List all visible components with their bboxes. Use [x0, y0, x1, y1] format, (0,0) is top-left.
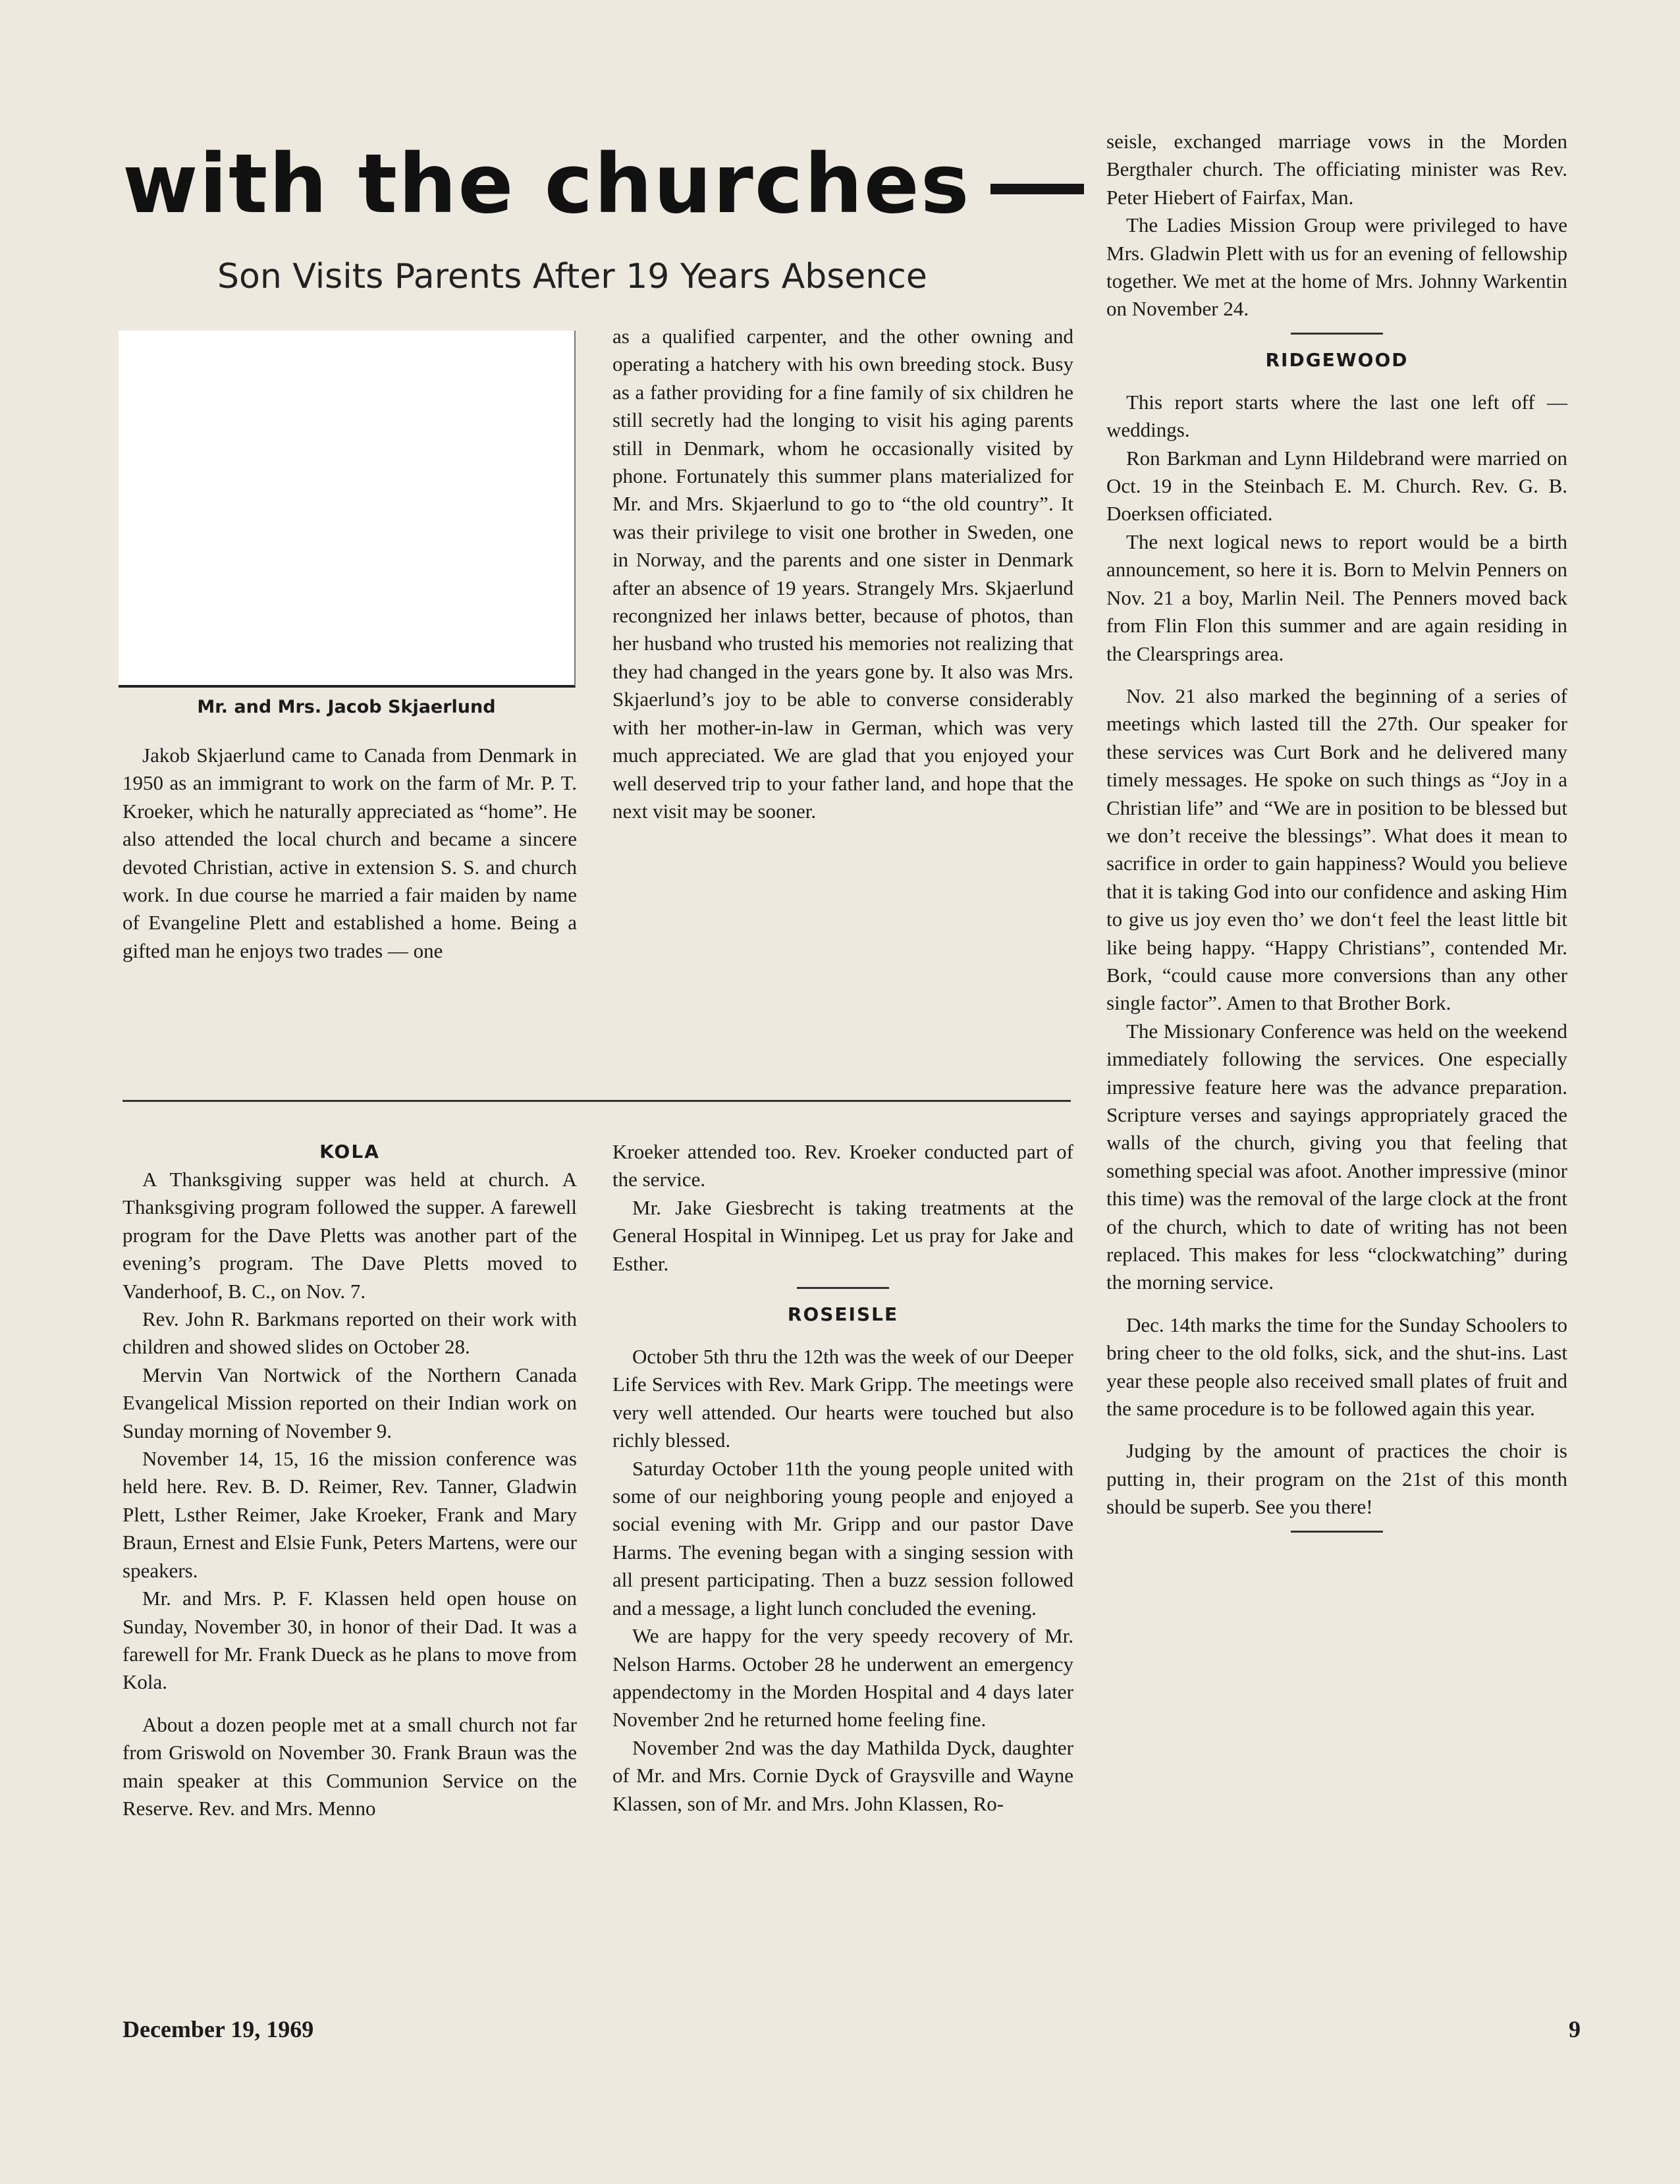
paragraph: Mr. and Mrs. P. F. Klassen held open house on Sunday, November 30, in honor of their Dad. It was a farewell for Mr. Frank Dueck as he plans to move from Kola. [122, 1587, 577, 1694]
paragraph: The Ladies Mission Group were privileged to have Mrs. Gladwin Plett with us for an evening of fellowship together. We met at the home of Mrs. Johnny Warkentin on November 24. [1106, 213, 1567, 321]
section-heading-ridgewood: RIDGEWOOD [1265, 348, 1409, 371]
paragraph: Saturday October 11th the young people united with some of our neighboring young people and enjoyed a social evening with Mr. Gripp and our pastor Dave Harms. The evening began with a singing session with all present participating. Then a buzz session followed and a message, a light lunch concluded the evening. [612, 1456, 1073, 1620]
kola-column [122, 1138, 577, 1822]
paragraph: Jakob Skjaerlund came to Canada from Denmark in 1950 as an immigrant to work on the farm of Mr. P. T. Kroeker, which he naturally appreciated as “home”. He also attended the local church and became a sincere devoted Christian, active in extension S. S. and church work. In due course he married a fair maiden by name of Evangeline Plett and established a home. Being a gifted man he enjoys two trades — one [122, 744, 577, 962]
masthead-rule [990, 184, 1084, 194]
photo-caption: Mr. and Mrs. Jacob Skjaerlund [197, 697, 496, 717]
page-number: 9 [1569, 2016, 1581, 2042]
paragraph: We are happy for the very speedy recovery of Mr. Nelson Harms. October 28 he underwent an emergency appendectomy in the Morden Hospital and 4 days later November 2nd he returned home feeling fine. [612, 1624, 1073, 1732]
section-rule [1291, 1531, 1383, 1533]
paragraph: Rev. John R. Barkmans reported on their work with children and showed slides on October 28. [122, 1307, 577, 1359]
masthead-title: with the churches [122, 137, 971, 232]
feature-photo [119, 331, 576, 688]
section-divider [122, 1100, 1071, 1102]
section-heading-kola: KOLA [319, 1141, 380, 1162]
paragraph: The next logical news to report would be a birth announcement, so here it is. Born to Melvin Penners on Nov. 21 a boy, Marlin Neil. The Penners moved back from Flin Flon this summer and are again residing in the Clearsprings area. [1106, 530, 1567, 665]
masthead [122, 137, 1084, 232]
paragraph: Kroeker attended too. Rev. Kroeker conducted part of the service. [612, 1140, 1073, 1191]
paragraph: Nov. 21 also marked the beginning of a series of meetings which lasted till the 27th. Our speaker for these services was Curt Bork and he delivered many timely messages. He spoke on such things as “Joy in a Christian life” and “We are in position to be blessed but we don’t receive the blessings”. What does it mean to sacrifice in order to gain happiness? Would you believe that it is taking God into our confidence and asking Him to give us joy even tho’ we don‘t feel the least little bit like being happy. “Happy Christians”, contended Mr. Bork, “could cause more conversions than any other single factor”. Amen to that Brother Bork. [1106, 684, 1567, 1015]
paragraph: as a qualified carpenter, and the other owning and operating a hatchery with his own breeding stock. Busy as a father providing for a fine family of six children he still secretly had the longing to visit his aging parents still in Denmark, whom he occasionally visited by phone. Fortunately this summer plans materialized for Mr. and Mrs. Skjaerlund to go to “the old country”. It was their privilege to visit one brother in Sweden, one in Norway, and the parents and one sister in Denmark after an absence of 19 years. Strangely Mrs. Skjaerlund recongnized her inlaws better, because of photos, than her husband who trusted his memories not realizing that they had changed in the years gone by. It also was Mrs. Skjaerlund’s joy to be able to converse considerably with her mother-in-law in German, which was very much appreciated. We are glad that you enjoyed your well deserved trip to your father land, and hope that the next visit may be sooner. [612, 325, 1073, 823]
paragraph: Ron Barkman and Lynn Hildebrand were married on Oct. 19 in the Steinbach E. M. Church. Rev. G. B. Doerksen officiated. [1106, 446, 1567, 526]
section-heading-roseisle: ROSEISLE [787, 1303, 899, 1326]
roseisle-column [612, 1138, 1073, 1818]
paragraph: About a dozen people met at a small church not far from Griswold on November 30. Frank Braun was the main speaker at this Communion Service on the Reserve. Rev. and Mrs. Menno [122, 1712, 577, 1820]
feature-headline: Son Visits Parents After 19 Years Absence [217, 257, 927, 296]
section-rule [1291, 333, 1383, 335]
paragraph: November 2nd was the day Mathilda Dyck, daughter of Mr. and Mrs. Cornie Dyck of Graysville and Wayne Klassen, son of Mr. and Mrs. John Klassen, Ro- [612, 1735, 1073, 1815]
paragraph: Mervin Van Nortwick of the Northern Canada Evangelical Mission reported on their Indian work on Sunday morning of November 9. [122, 1363, 577, 1442]
feature-column-left [122, 742, 577, 965]
paragraph: Dec. 14th marks the time for the Sunday Schoolers to bring cheer to the old folks, sick, and the shut-ins. Last year these people also received small plates of fruit and the same procedure is to be followed again this year. [1106, 1313, 1567, 1421]
paragraph: Judging by the amount of practices the choir is putting in, their program on the 21st of this month should be superb. See you there! [1106, 1439, 1567, 1519]
paragraph: A Thanksgiving supper was held at church. A Thanksgiving program followed the supper. A farewell program for the Dave Pletts was another part of the evening’s program. The Dave Pletts moved to Vanderhoof, B. C., on Nov. 7. [122, 1168, 577, 1303]
feature-column-middle [612, 323, 1073, 825]
issue-date: December 19, 1969 [122, 2016, 314, 2042]
paragraph: November 14, 15, 16 the mission conference was held here. Rev. B. D. Reimer, Rev. Tanner, Gladwin Plett, Lsther Reimer, Jake Kroeker, Frank and Mary Braun, Ernest and Elsie Funk, Peters Martens, were our speakers. [122, 1447, 577, 1582]
paragraph: The Missionary Conference was held on the weekend immediately following the services. One especially impressive feature here was the advance preparation. Scripture verses and sayings appropriately graced the walls of the church, giving you that feeling that something special was afoot. Another impressive (minor this time) was the removal of the large clock at the front of the church, which to date of writing has not been replaced. This makes for less “clockwatching” during the morning service. [1106, 1019, 1567, 1294]
paragraph: This report starts where the last one left off — weddings. [1106, 390, 1567, 442]
paragraph: October 5th thru the 12th was the week of our Deeper Life Services with Rev. Mark Gripp. The meetings were very well attended. Our hearts were touched but also richly blessed. [612, 1345, 1073, 1452]
right-column [1106, 128, 1567, 1544]
paragraph: Mr. Jake Giesbrecht is taking treatments at the General Hospital in Winnipeg. Let us pray for Jake and Esther. [612, 1195, 1073, 1275]
paragraph: seisle, exchanged marriage vows in the Morden Bergthaler church. The officiating minister was Rev. Peter Hiebert of Fairfax, Man. [1106, 130, 1567, 209]
section-rule [797, 1287, 889, 1289]
